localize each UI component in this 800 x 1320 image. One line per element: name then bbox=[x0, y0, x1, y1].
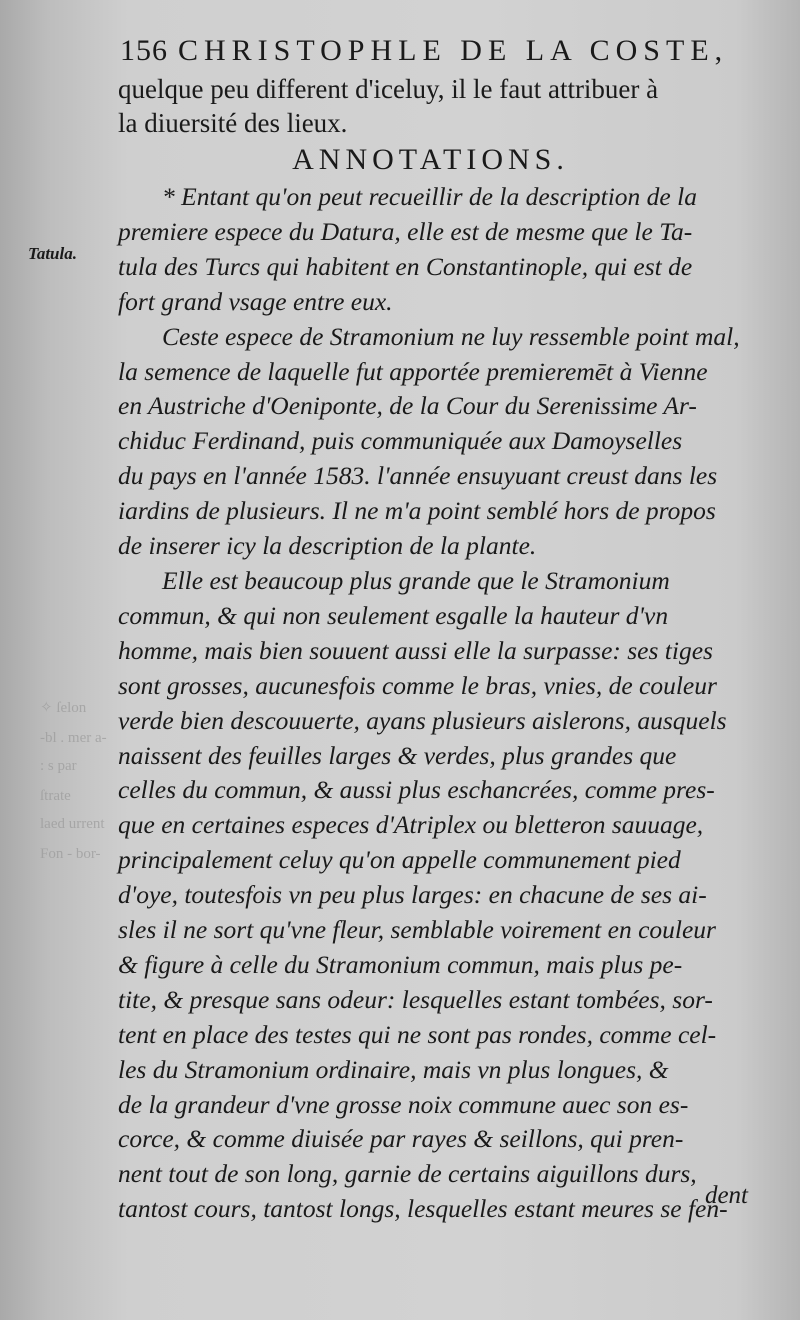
text-line: homme, mais bien souuent aussi elle la surpasse: ses tiges bbox=[118, 635, 713, 665]
text-line: sont grosses, aucunesfois comme le bras, vnies, de couleur bbox=[118, 670, 717, 700]
text-line: de inserer icy la description de la plante. bbox=[118, 531, 537, 561]
text-line: sles il ne sort qu'vne fleur, semblable voirement en couleur bbox=[118, 915, 716, 945]
text-line: tantost cours, tantost longs, lesquelles estant meures se fen- bbox=[118, 1194, 728, 1224]
paragraph bbox=[118, 564, 743, 1227]
opening-line: la diuersité des lieux. bbox=[118, 108, 348, 138]
running-head bbox=[120, 34, 740, 68]
text-line: Elle est beaucoup plus grande que le Stramonium bbox=[162, 565, 670, 595]
text-line: du pays en l'année 1583. l'année ensuyuant creust dans les bbox=[118, 461, 718, 491]
text-line: naissent des feuilles larges & verdes, plus grandes que bbox=[118, 740, 677, 770]
show-through-margin: ✧ ſelon -bl . mer a- : s par ſtrate laed urrent Fon - bor- bbox=[40, 700, 107, 862]
text-line: de la grandeur d'vne grosse noix commune auec son es- bbox=[118, 1089, 689, 1119]
text-line: principalement celuy qu'on appelle communement pied bbox=[118, 845, 681, 875]
catchword: dent bbox=[704, 1182, 748, 1209]
text-line: celles du commun, & aussi plus eschancrées, comme pres- bbox=[118, 775, 715, 805]
text-line: corce, & comme diuisée par rayes & seillons, qui pren- bbox=[118, 1124, 684, 1154]
text-line: chiduc Ferdinand, puis communiquée aux Damoyselles bbox=[118, 426, 683, 456]
text-line: que en certaines especes d'Atriplex ou bletteron sauuage, bbox=[118, 810, 704, 840]
text-line: la semence de laquelle fut apportée premieremēt à Vienne bbox=[118, 356, 708, 386]
opening-line: quelque peu different d'iceluy, il le faut attribuer à bbox=[118, 74, 659, 104]
section-heading: ANNOTATIONS. bbox=[292, 143, 569, 176]
page-number: 156 bbox=[120, 34, 168, 67]
text-line: d'oye, toutesfois vn peu plus larges: en chacune de ses ai- bbox=[118, 880, 707, 910]
margin-note: Tatula. bbox=[28, 244, 77, 263]
running-head-title: CHRISTOPHLE DE LA COSTE, bbox=[178, 34, 729, 67]
text-line: en Austriche d'Oeniponte, de la Cour du Serenissime Ar- bbox=[118, 391, 697, 421]
text-line: Ceste espece de Stramonium ne luy ressemble point mal, bbox=[162, 321, 740, 351]
paragraph bbox=[118, 180, 743, 320]
text-line: tite, & presque sans odeur: lesquelles estant tombées, sor- bbox=[118, 984, 713, 1014]
text-line: fort grand vsage entre eux. bbox=[118, 286, 393, 316]
text-line: nent tout de son long, garnie de certains aiguillons durs, bbox=[118, 1159, 697, 1189]
text-line: tent en place des testes qui ne sont pas rondes, comme cel- bbox=[118, 1019, 717, 1049]
text-line: tula des Turcs qui habitent en Constantinople, qui est de bbox=[118, 251, 693, 281]
text-line: premiere espece du Datura, elle est de mesme que le Ta- bbox=[118, 216, 693, 246]
page-body bbox=[118, 72, 743, 1227]
text-line: les du Stramonium ordinaire, mais vn plus longues, & bbox=[118, 1054, 669, 1084]
text-line: verde bien descouuerte, ayans plusieurs aislerons, ausquels bbox=[118, 705, 727, 735]
text-line: iardins de plusieurs. Il ne m'a point semblé hors de propos bbox=[118, 496, 716, 526]
paragraph bbox=[118, 320, 743, 564]
text-line: commun, & qui non seulement esgalle la hauteur d'vn bbox=[118, 600, 669, 630]
text-line: * Entant qu'on peut recueillir de la description de la bbox=[162, 182, 697, 211]
text-line: & figure à celle du Stramonium commun, mais plus pe- bbox=[118, 949, 683, 979]
